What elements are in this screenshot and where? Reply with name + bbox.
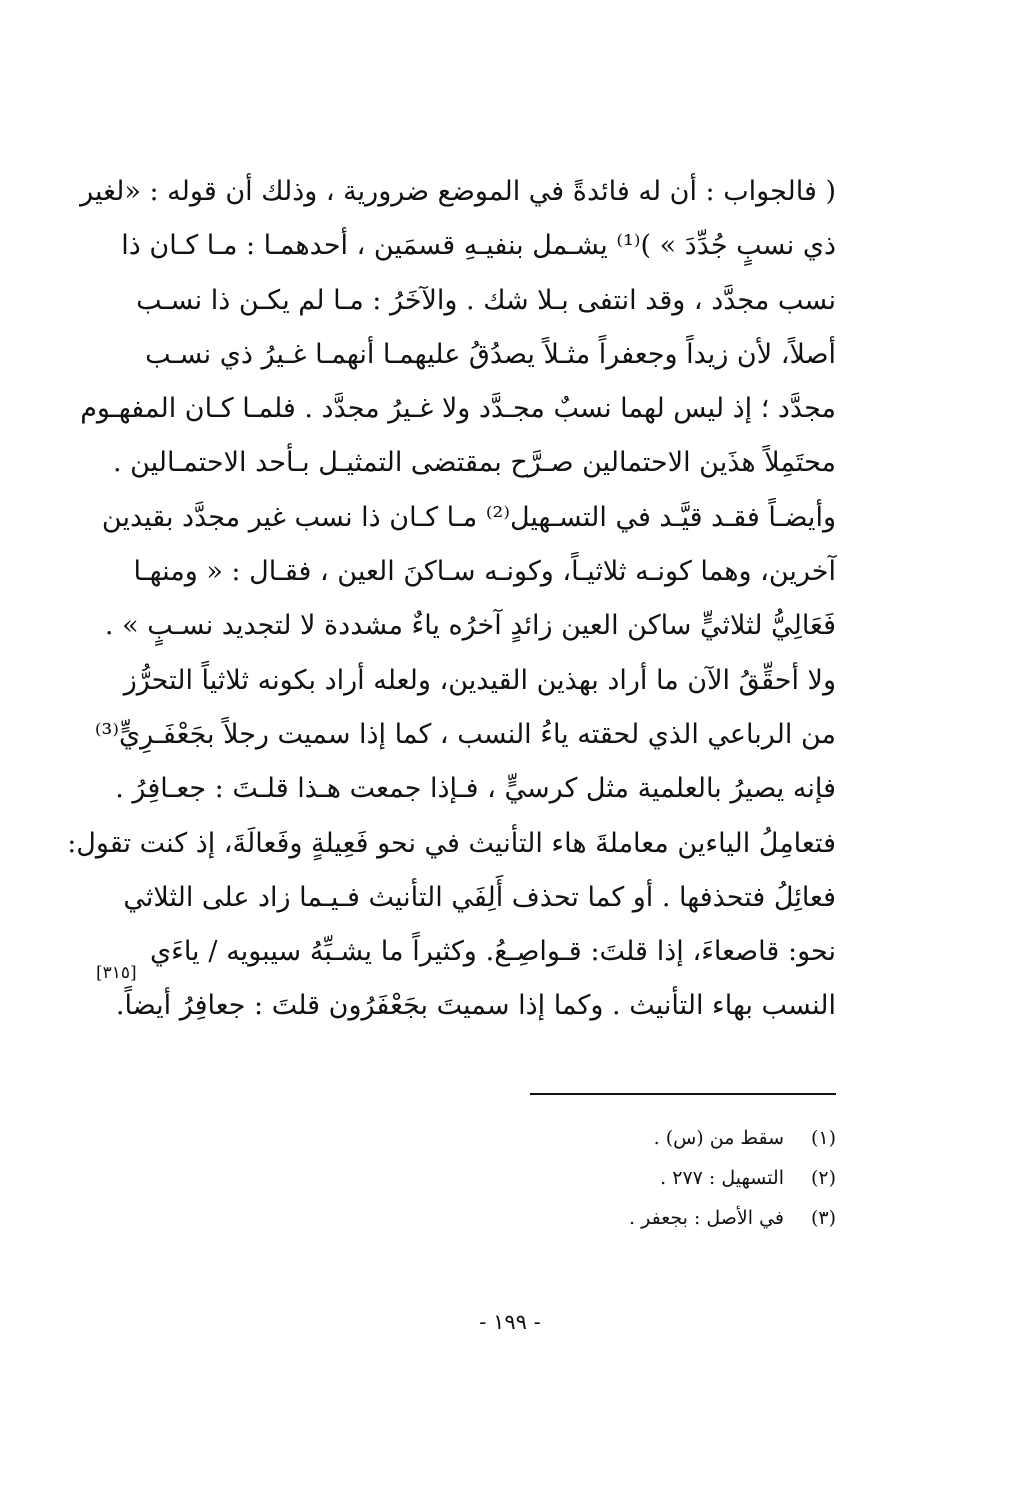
text-line: ( فالجواب : أن له فائدةً في الموضع ضرورية ، وذلك أن قوله : «لغير — [80, 176, 836, 207]
footnote-number: (٣) — [810, 1207, 836, 1229]
text-line: وأيضـاً فقـد قيَّـد في التسـهيل⁽²⁾ مـا كـان ذا نسب غير مجدَّد بقيدين — [101, 501, 836, 533]
text-line: من الرباعي الذي لحقته ياءُ النسب ، كما إذا سميت رجلاً بجَعْفَـرِيٍّ⁽³⁾ — [94, 718, 836, 750]
text-line: محتَمِلاً هذَين الاحتمالين صـرَّح بمقتضى التمثيـل بـأحد الاحتمـالين . — [112, 447, 836, 479]
footnote-text: في الأصل : بجعفر . — [629, 1207, 784, 1229]
text-line: فَعَالِيُّ لثلاثيٍّ ساكن العين زائدٍ آخرُه ياءٌ مشددة لا لتجديد نسـبٍ » . — [104, 610, 836, 642]
footnote — [420, 1158, 836, 1198]
text-line: أصلاً، لأن زيداً وجعفراً مثـلاً يصدُقُ عليهمـا أنهمـا غـيرُ ذي نسـب — [145, 338, 836, 370]
page-number: - ١٩٩ - — [479, 1310, 541, 1334]
footnote-separator — [530, 1093, 836, 1095]
footnote-text: سقط من (س) . — [653, 1127, 784, 1149]
text-line: ولا أحقِّقُ الآن ما أراد بهذين القيدين، ولعله أراد بكونه ثلاثياً التحرُّز — [123, 664, 836, 696]
text-line: فتعامِلُ الياءين معاملةَ هاء التأنيث في نحو فَعِيلةٍ وفَعالَةَ، إذ كنت تقول: — [67, 827, 836, 859]
text-line: فعائِلُ فتحذفها . أو كما تحذف أَلِفَي التأنيث فـيـما زاد على الثلاثي — [123, 881, 836, 913]
footnotes — [420, 1118, 836, 1238]
footnote-number: (٢) — [810, 1167, 836, 1189]
text-line: نسب مجدَّد ، وقد انتفى بـلا شك . والآخَرُ : مـا لم يكـن ذا نسـب — [136, 284, 836, 316]
text-line: مجدَّد ؛ إذ ليس لهما نسبٌ مجـدَّد ولا غـيرُ مجدَّد . فلمـا كـان المفهـوم — [80, 393, 836, 425]
text-line: النسب بهاء التأنيث . وكما إذا سميتَ بجَعْفَرُون قلتَ : جعافِرُ أيضاً. — [115, 990, 836, 1022]
text-line: آخرين، وهما كونـه ثلاثيـاً، وكونـه سـاكنَ العين ، فقـال : « ومنهـا — [133, 556, 836, 588]
manuscript-folio-marker: [٣١٥] — [96, 963, 137, 983]
footnote — [420, 1198, 836, 1238]
footnote — [420, 1118, 836, 1158]
text-line: فإنه يصيرُ بالعلمية مثل كرسيٍّ ، فـإذا جمعت هـذا قلـتَ : جعـافِرُ . — [115, 773, 836, 805]
text-line: ذي نسبٍ جُدِّدَ » )⁽¹⁾ يشـمل بنفيـهِ قسمَين ، أحدهمـا : مـا كـان ذا — [121, 230, 836, 262]
footnote-text: التسهيل : ٢٧٧ . — [660, 1167, 784, 1189]
footnote-number: (١) — [810, 1127, 836, 1149]
text-line: نحو: قاصعاءَ، إذا قلتَ: قـواصِـعُ. وكثيراً ما يشـبِّهُ سيبويه / ياءَي — [150, 936, 836, 968]
